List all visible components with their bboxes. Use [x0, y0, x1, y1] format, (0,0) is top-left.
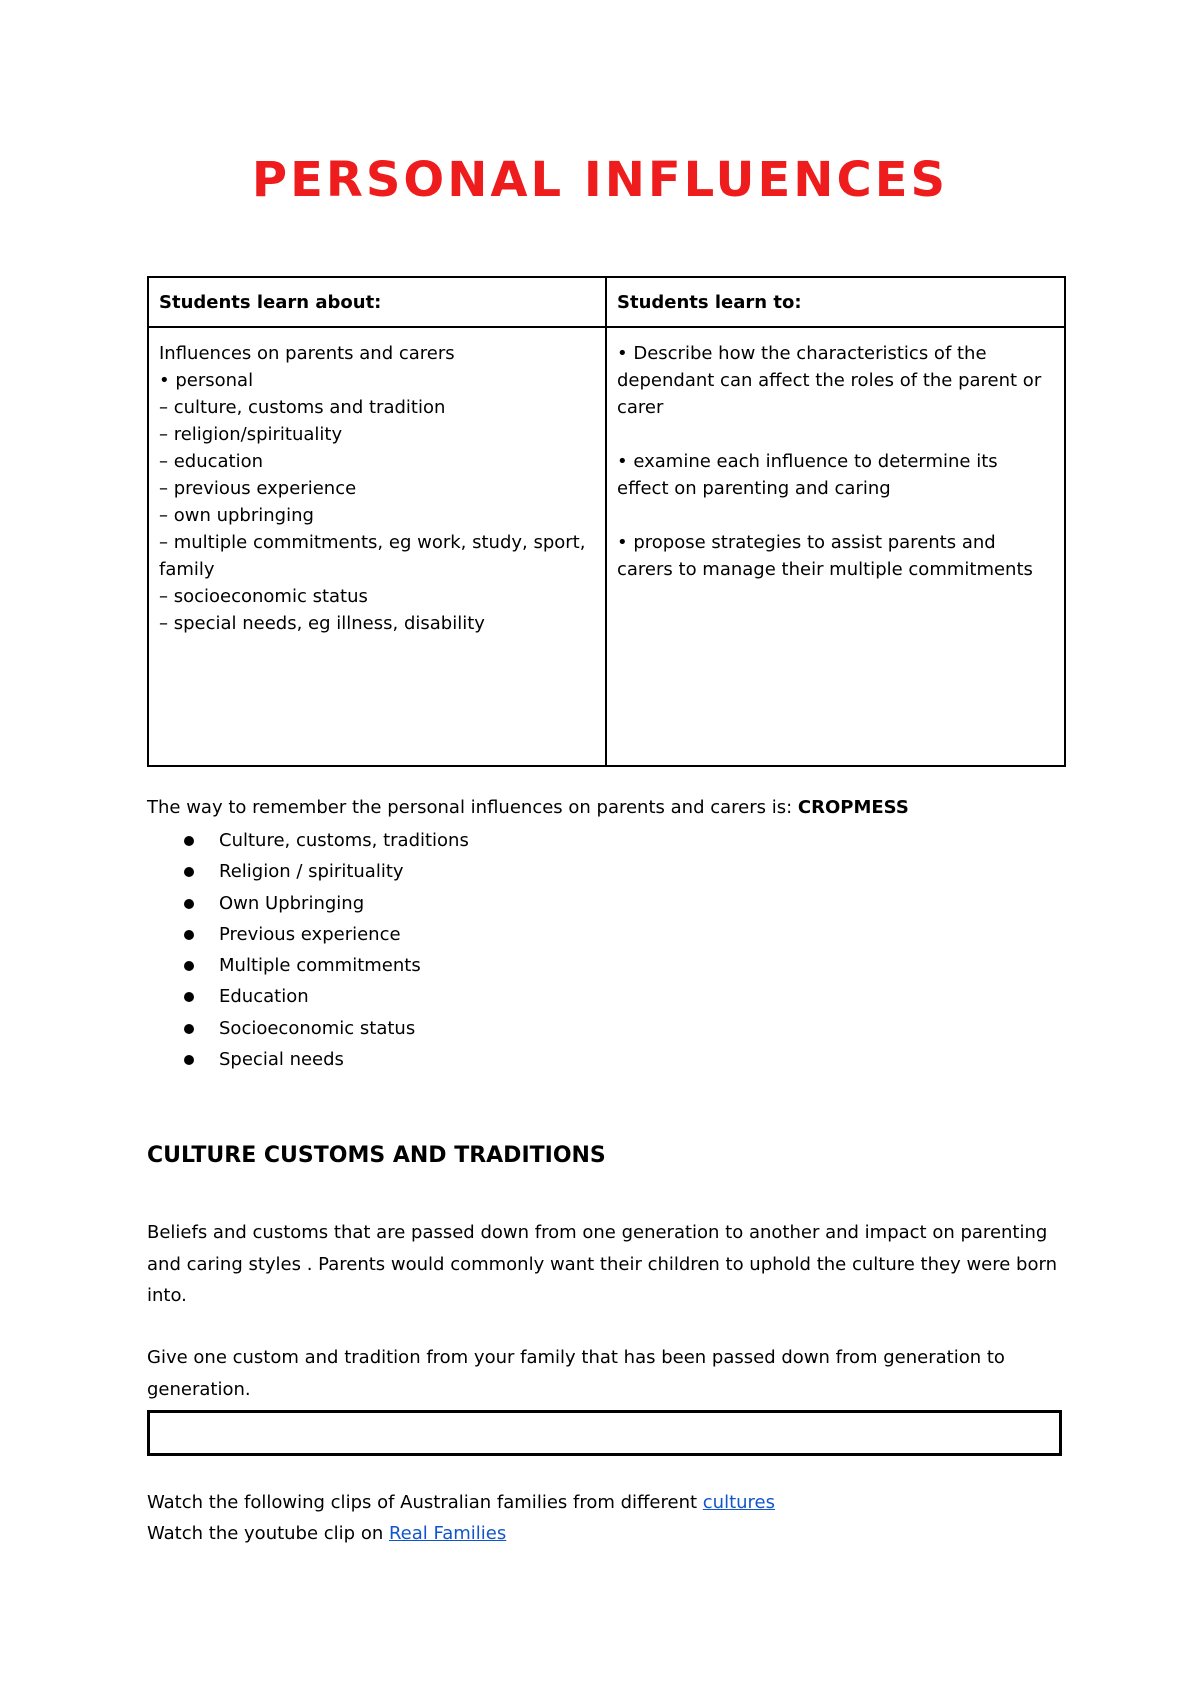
bullet-icon — [184, 961, 194, 971]
bullet-icon — [184, 992, 194, 1002]
section-heading: CULTURE CUSTOMS AND TRADITIONS — [147, 1143, 606, 1168]
table-body-row — [148, 327, 1065, 766]
bullet-icon — [184, 867, 194, 877]
list-item: Socioeconomic status — [147, 1013, 469, 1044]
page-title: PERSONAL INFLUENCES — [251, 152, 949, 208]
learn-about-line: – previous experience — [159, 478, 357, 499]
learn-about-line: – culture, customs and tradition — [159, 397, 446, 418]
learn-about-line: Influences on parents and carers — [159, 343, 455, 364]
list-item: Previous experience — [147, 919, 469, 950]
watch-text: Watch the youtube clip on — [147, 1523, 389, 1544]
bullet-icon — [184, 899, 194, 909]
learn-to-outcome: • examine each influence to determine its effect on parenting and caring — [617, 451, 998, 499]
learn-about-line: – own upbringing — [159, 505, 314, 526]
mnemonic-intro-text: The way to remember the personal influences on parents and carers is: — [147, 797, 798, 818]
learn-to-outcome: • propose strategies to assist parents and carers to manage their multiple commitments — [617, 532, 1033, 580]
learn-to-cell — [606, 327, 1065, 766]
list-item: Religion / spirituality — [147, 856, 469, 887]
mnemonic-word: CROPMESS — [797, 797, 909, 818]
learn-to-outcome: • Describe how the characteristics of the dependant can affect the roles of the parent or carer — [617, 343, 1042, 418]
real-families-link[interactable]: Real Families — [388, 1523, 507, 1544]
list-item: Multiple commitments — [147, 950, 469, 981]
header-learn-to: Students learn to: — [606, 277, 1065, 327]
bullet-icon — [184, 1024, 194, 1034]
header-learn-about: Students learn about: — [148, 277, 606, 327]
learn-about-line: – religion/spirituality — [159, 424, 343, 445]
learn-about-line: – socioeconomic status — [159, 586, 368, 607]
list-item: Education — [147, 981, 469, 1012]
learn-about-line: • personal — [159, 370, 254, 391]
learn-about-cell — [148, 327, 606, 766]
watch-text: Watch the following clips of Australian families from different — [147, 1492, 703, 1513]
syllabus-table — [147, 276, 1066, 767]
learn-about-line: – multiple commitments, eg work, study, sport, family — [159, 532, 586, 580]
cultures-link[interactable]: cultures — [702, 1492, 776, 1513]
list-item: Own Upbringing — [147, 888, 469, 919]
table-header-row — [148, 277, 1065, 327]
section-question: Give one custom and tradition from your family that has been passed down from generation to generation. — [147, 1347, 1005, 1400]
mnemonic-intro — [147, 794, 909, 821]
learn-about-line: – special needs, eg illness, disability — [159, 613, 485, 634]
bullet-icon — [184, 930, 194, 940]
answer-box[interactable] — [147, 1410, 1062, 1456]
bullet-icon — [184, 836, 194, 846]
bullet-icon — [184, 1055, 194, 1065]
watch-line-cultures — [147, 1489, 775, 1516]
list-item: Culture, customs, traditions — [147, 825, 469, 856]
learn-about-line: – education — [159, 451, 264, 472]
section-paragraph: Beliefs and customs that are passed down from one generation to another and impact on parenting and caring styles . Parents would commonly want their children to uphold the culture they were born into. — [147, 1222, 1057, 1306]
watch-line-real-families — [147, 1520, 506, 1547]
cropmess-list — [147, 825, 469, 1075]
list-item: Special needs — [147, 1044, 469, 1075]
